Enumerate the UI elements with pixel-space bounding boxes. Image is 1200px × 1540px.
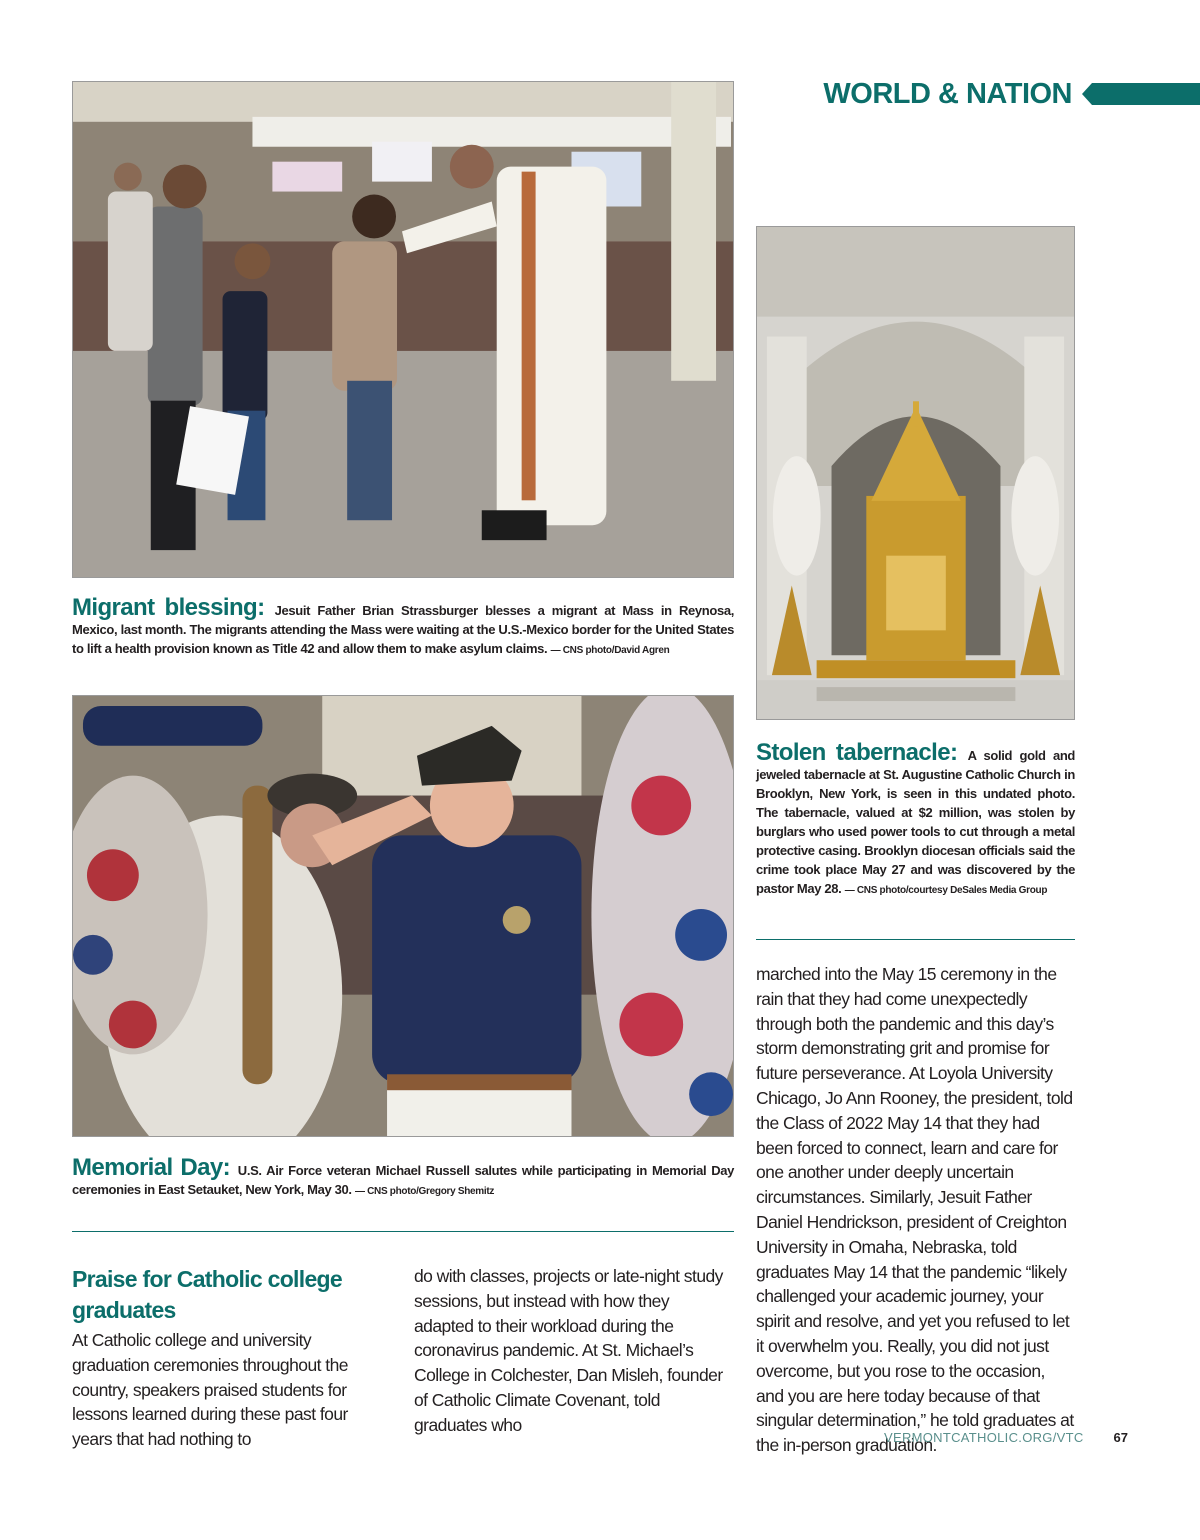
stolen-tabernacle-caption-body: A solid gold and jeweled tabernacle at St. Augustine Catholic Church in Brooklyn, New York, is seen in this undated photo. The tabernacle, valued at $2 million, was stolen by burglars who used power tools to cut through a metal protective casing. Brooklyn diocesan officials said the crime took place May 27 and was discovered by the pastor May 28.: [756, 748, 1076, 896]
article-column-3: marched into the May 15 ceremony in the rain that they had come unexpectedly through both the pandemic and this day’s storm demonstrating grit and promise for future perseverance. At Loyola University Chicago, Jo Ann Rooney, the president, told the Class of 2022 May 14 that they had been forced to connect, learn and care for one another under deeply uncertain circumstances. Similarly, Jesuit Father Daniel Hendrickson, president of Creighton University in Omaha, Nebraska, told graduates May 14 that the pandemic “likely challenged your academic journey, your spirit and resolve, and yet you refused to let it overwhelm you. Really, you did not just overcome, but you rose to the occasion, and you are here today because of that singular determination,” he told graduates at the in-person graduation.: [756, 964, 1074, 1456]
page-footer: [884, 1430, 1128, 1445]
tabernacle-divider-rule: [756, 939, 1075, 940]
article-column-2: do with classes, projects or late-night study sessions, but instead with how they adapted to their workload during the coronavirus pandemic. At St. Michael’s College in Colchester, Dan Misleh, founder of Catholic Climate Covenant, told graduates who: [414, 1266, 723, 1435]
section-title: WORLD & NATION: [823, 77, 1072, 110]
memorial-day-caption: [72, 1154, 734, 1201]
memorial-day-photo: [72, 695, 734, 1137]
memorial-day-caption-head: Memorial Day:: [72, 1154, 238, 1181]
tabernacle-illustration: [757, 227, 1074, 719]
article-title: Praise for Catholic college graduates: [72, 1266, 342, 1323]
migrant-blessing-credit: — CNS photo/David Agren: [550, 645, 670, 656]
memorial-day-caption-body: U.S. Air Force veteran Michael Russell salutes while participating in Memorial Day ceremonies in East Setauket, New York, May 30.: [72, 1163, 734, 1197]
memorial-day-illustration: [73, 696, 733, 1136]
article-column-1: At Catholic college and university graduation ceremonies throughout the country, speakers praised students for lessons learned during these past four years that had nothing to: [72, 1330, 348, 1450]
section-tab-marker: [1082, 83, 1200, 105]
stolen-tabernacle-caption-head: Stolen tabernacle:: [756, 739, 968, 766]
section-header: [820, 72, 1200, 116]
page-number: 67: [1113, 1430, 1128, 1445]
migrant-blessing-caption-head: Migrant blessing:: [72, 594, 275, 621]
footer-site-link[interactable]: VERMONTCATHOLIC.ORG/VTC: [884, 1430, 1084, 1445]
stolen-tabernacle-credit: — CNS photo/courtesy DeSales Media Group: [844, 885, 1048, 896]
migrant-blessing-caption-body: Jesuit Father Brian Strassburger blesses a migrant at Mass in Reynosa, Mexico, last month. The migrants attending the Mass were waiting at the U.S.-Mexico border for the United States to lift a health provision known as Title 42 and allow them to make asylum claims.: [72, 603, 734, 656]
migrant-blessing-illustration: [73, 82, 733, 577]
stolen-tabernacle-caption: [756, 739, 1076, 900]
stolen-tabernacle-photo: [756, 226, 1075, 720]
memorial-divider-rule: [72, 1231, 734, 1232]
migrant-blessing-caption: [72, 594, 734, 660]
memorial-day-credit: — CNS photo/Gregory Shemitz: [354, 1186, 495, 1197]
migrant-blessing-photo: [72, 81, 734, 578]
